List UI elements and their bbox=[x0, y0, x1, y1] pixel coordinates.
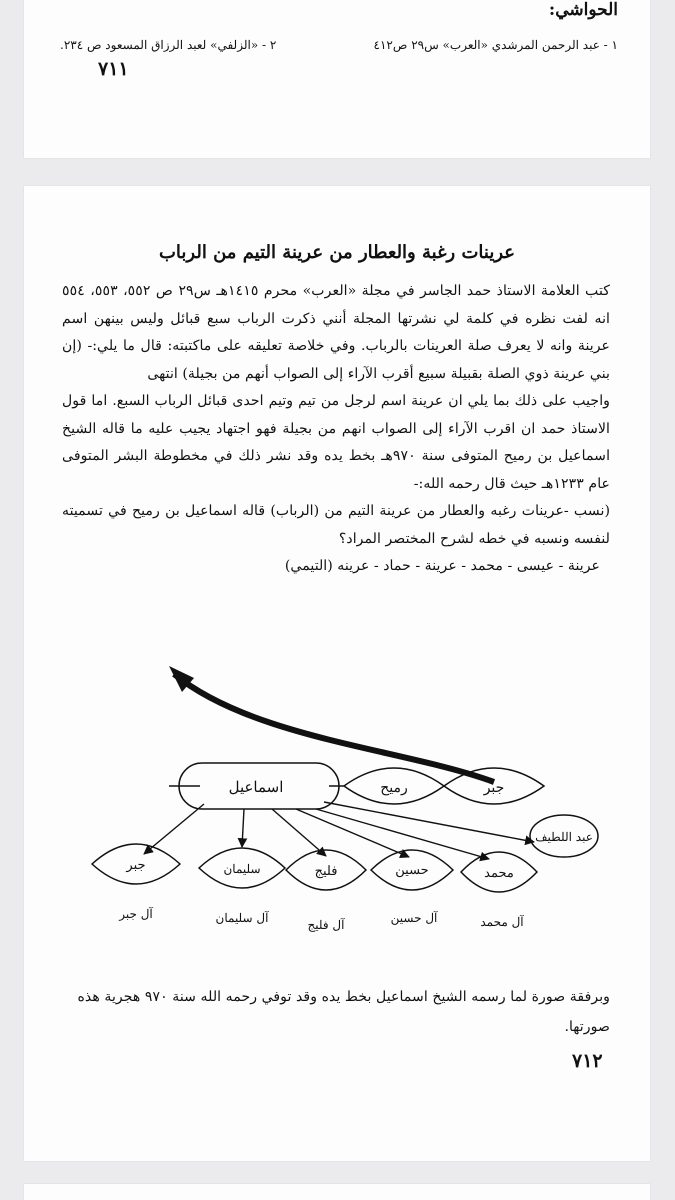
son-mohammed bbox=[461, 852, 537, 892]
son-husain bbox=[371, 850, 453, 890]
son-jabr bbox=[92, 844, 180, 884]
page-number-711: ٧١١ bbox=[98, 58, 129, 80]
caption: وبرفقة صورة لما رسمه الشيخ اسماعيل بخط يده وقد توفي رحمه الله سنة ٩٧٠ هجرية هذه صورتها. bbox=[77, 989, 610, 1035]
root-ismail-label: اسماعيل bbox=[228, 778, 284, 796]
family-al-jabr: آل جبر bbox=[119, 907, 153, 921]
family-al-sulaiman: آل سليمان bbox=[215, 911, 269, 925]
son-husain-label: حسين bbox=[395, 863, 429, 878]
son-abdullatif bbox=[530, 815, 598, 857]
lineage-curve-arrow bbox=[174, 674, 494, 782]
arrow-to-abdullatif bbox=[324, 802, 534, 842]
arrow-to-husain bbox=[296, 809, 409, 857]
ancestor-jabr-label: جبر bbox=[483, 780, 505, 796]
family-al-mohammed: آل محمد bbox=[480, 915, 524, 929]
family-al-husain: آل حسين bbox=[390, 911, 438, 925]
page-712 bbox=[24, 186, 650, 1161]
footnote-2: ٢ - «الزلفي» لعبد الرزاق المسعود ص ٢٣٤. bbox=[60, 38, 277, 52]
footnotes-title: الحواشي: bbox=[548, 0, 618, 20]
family-al-falij: آل فليج bbox=[307, 918, 345, 932]
page-title: عرينات رغبة والعطار من عرينة التيم من الرباب bbox=[158, 242, 516, 263]
next-page-edge bbox=[24, 1184, 650, 1200]
paragraph-1: كتب العلامة الاستاذ حمد الجاسر في مجلة «العرب» محرم ١٤١٥هـ س٢٩ ص ٥٥٢، ٥٥٣، ٥٥٤ انه لفت نظره في كلمة لي نشرتها المجلة أنني ذكرت الرباب سبع قبائل وليس بينهن اسم عرينة وانه لا يعرف صلة العرينات بالرباب. وفي خلاصة تعليقه على ماكتبته: قال ما يلي:- (إن بني عرينة ذوي الصلة بقبيلة سبيع أقرب الآراء إلى الصواب أنهم من بجيلة) انتهى bbox=[62, 283, 610, 382]
son-sulaiman-label: سليمان bbox=[223, 862, 261, 876]
ancestor-rumaih bbox=[344, 768, 444, 804]
son-mohammed-label: محمد bbox=[484, 866, 514, 881]
arrow-to-sulaiman bbox=[242, 809, 244, 847]
son-jabr-label: جبر bbox=[126, 858, 146, 873]
page-number-712: ٧١٢ bbox=[572, 1050, 603, 1072]
son-abdullatif-label: عبد اللطيف bbox=[535, 830, 593, 844]
son-sulaiman bbox=[199, 848, 285, 888]
ancestor-rumaih-label: رميح bbox=[380, 780, 408, 796]
body-text bbox=[62, 278, 610, 581]
page-711 bbox=[24, 0, 650, 158]
family-tree-diagram bbox=[24, 664, 650, 964]
paragraph-2: واجيب على ذلك بما يلي ان عرينة اسم لرجل من تيم وتيم احدى قبائل الرباب السبع. اما قول الاستاذ حمد ان اقرب الآراء إلى الصواب انهم من بجيلة فهو اجتهاد يجيب عليه ما قاله الشيخ اسماعيل بن رميح المتوفى سنة ٩٧٠هـ بخط يده وقد نشر ذلك في مخطوطة البشر المتوفى عام ١٢٣٣هـ حيث قال رحمه الله:- bbox=[62, 393, 611, 492]
footnotes bbox=[60, 38, 618, 52]
son-falij-label: فليج bbox=[314, 864, 338, 879]
paragraph-3: (نسب -عرينات رغبه والعطار من عرينة التيم من (الرباب) قاله اسماعيل بن رميح في تسميته لنفسه ونسبه في خطه لشرح المختصر المراد؟ bbox=[62, 503, 610, 547]
lineage-line: عرينة - عيسى - محمد - عرينة - حماد - عرينه (التيمي) bbox=[284, 558, 600, 574]
root-ismail bbox=[169, 763, 344, 809]
footnote-1: ١ - عبد الرحمن المرشدي «العرب» س٢٩ ص٤١٢ bbox=[373, 38, 618, 52]
arrow-to-falij bbox=[272, 809, 326, 856]
